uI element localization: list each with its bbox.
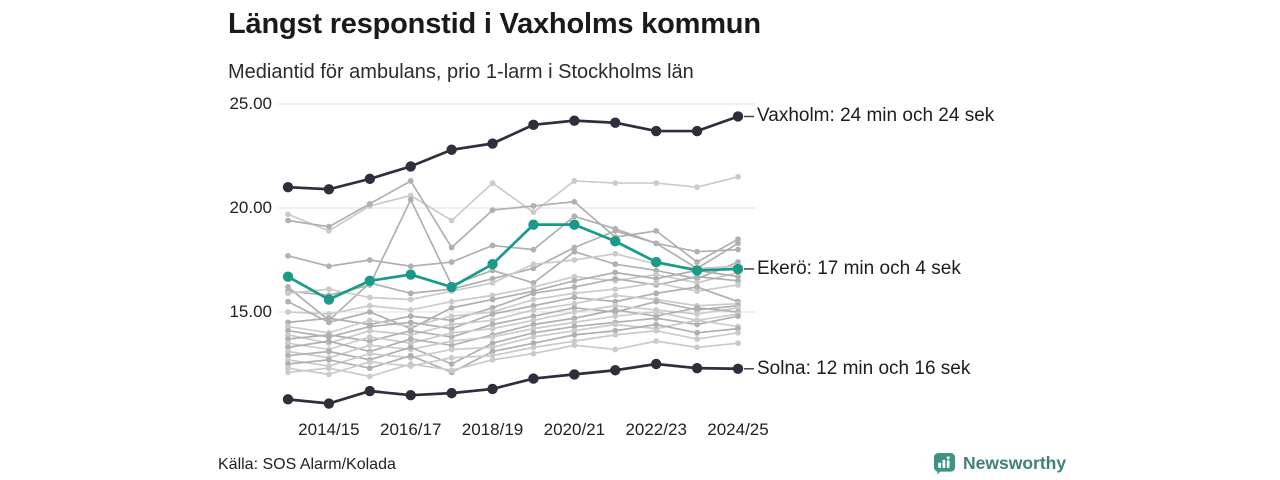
data-point <box>408 290 414 296</box>
chart-subtitle: Mediantid för ambulans, prio 1-larm i Stockholms län <box>228 61 694 83</box>
data-point <box>487 259 497 269</box>
data-point <box>446 388 456 398</box>
brand-name: Newsworthy <box>963 453 1067 473</box>
data-point <box>694 311 700 317</box>
data-point <box>490 326 496 332</box>
data-point <box>612 228 618 234</box>
data-point <box>694 305 700 311</box>
data-point <box>694 249 700 255</box>
data-point <box>326 338 332 344</box>
data-point <box>283 394 293 404</box>
newsworthy-logo-icon <box>933 452 956 475</box>
data-point <box>367 309 373 315</box>
data-point <box>406 390 416 400</box>
data-point <box>571 257 577 263</box>
data-point <box>365 174 375 184</box>
data-point <box>449 305 455 311</box>
data-point <box>571 309 577 315</box>
data-point <box>367 365 373 371</box>
data-point <box>653 322 659 328</box>
data-point <box>651 359 661 369</box>
data-point <box>326 224 332 230</box>
data-point <box>571 278 577 284</box>
data-point <box>449 299 455 305</box>
data-point <box>653 338 659 344</box>
data-point <box>531 203 537 209</box>
data-point <box>735 313 741 319</box>
data-point <box>449 245 455 251</box>
page-title: Längst responstid i Vaxholms kommun <box>228 8 761 40</box>
data-point <box>285 290 291 296</box>
data-point <box>612 292 618 298</box>
data-point <box>408 336 414 342</box>
data-point <box>367 328 373 334</box>
data-point <box>446 145 456 155</box>
data-point <box>528 219 538 229</box>
data-point <box>285 211 291 217</box>
data-point <box>531 297 537 303</box>
data-point <box>449 313 455 319</box>
data-point <box>653 228 659 234</box>
data-point <box>612 322 618 328</box>
y-axis-tick-label: 25.00 <box>229 94 272 113</box>
data-point <box>446 282 456 292</box>
data-point <box>735 340 741 346</box>
data-point <box>490 180 496 186</box>
highlight-series-line <box>288 116 738 189</box>
data-point <box>326 357 332 363</box>
data-point <box>326 332 332 338</box>
data-point <box>449 322 455 328</box>
data-point <box>569 369 579 379</box>
data-point <box>612 251 618 257</box>
data-point <box>367 351 373 357</box>
highlight-series-line <box>288 364 738 404</box>
data-point <box>610 236 620 246</box>
x-axis-tick-label: 2022/23 <box>625 420 687 439</box>
data-point <box>406 161 416 171</box>
data-point <box>367 359 373 365</box>
data-point <box>283 182 293 192</box>
data-point <box>612 276 618 282</box>
data-point <box>490 297 496 303</box>
data-point <box>408 197 414 203</box>
x-axis-tick-label: 2014/15 <box>298 420 360 439</box>
newsworthy-brand-link[interactable] <box>933 452 1066 475</box>
data-point <box>571 295 577 301</box>
data-point <box>653 328 659 334</box>
data-point <box>733 364 743 374</box>
data-point <box>612 313 618 319</box>
data-point <box>408 353 414 359</box>
data-point <box>694 259 700 265</box>
data-point <box>653 309 659 315</box>
data-point <box>694 330 700 336</box>
y-axis-tick-label: 20.00 <box>229 198 272 217</box>
data-point <box>367 374 373 380</box>
data-point <box>449 330 455 336</box>
data-point <box>692 126 702 136</box>
data-point <box>326 263 332 269</box>
data-point <box>694 284 700 290</box>
data-point <box>571 342 577 348</box>
data-point <box>324 294 334 304</box>
data-point <box>653 315 659 321</box>
data-point <box>490 243 496 249</box>
data-point <box>569 115 579 125</box>
data-point <box>694 336 700 342</box>
data-point <box>694 344 700 350</box>
data-point <box>408 263 414 269</box>
data-point <box>612 307 618 313</box>
data-point <box>324 184 334 194</box>
data-point <box>735 174 741 180</box>
source-note: Källa: SOS Alarm/Kolada <box>218 456 396 473</box>
data-point <box>735 240 741 246</box>
data-point <box>490 207 496 213</box>
data-point <box>610 118 620 128</box>
annotation-solna: Solna: 12 min och 16 sek <box>757 357 971 379</box>
data-point <box>449 361 455 367</box>
data-point <box>528 120 538 130</box>
data-point <box>283 271 293 281</box>
data-point <box>612 270 618 276</box>
data-point <box>449 367 455 373</box>
data-point <box>733 264 743 274</box>
data-point <box>285 218 291 224</box>
data-point <box>653 290 659 296</box>
data-point <box>326 286 332 292</box>
data-point <box>367 257 373 263</box>
data-point <box>367 334 373 340</box>
data-point <box>326 349 332 355</box>
data-point <box>490 334 496 340</box>
data-point <box>490 357 496 363</box>
data-point <box>285 309 291 315</box>
data-point <box>326 365 332 371</box>
data-point <box>487 138 497 148</box>
x-axis-tick-label: 2016/17 <box>379 420 442 439</box>
x-axis-tick-label: 2020/21 <box>543 420 606 439</box>
data-point <box>531 247 537 253</box>
data-point <box>408 320 414 326</box>
data-point <box>531 344 537 350</box>
data-point <box>285 299 291 305</box>
data-point <box>490 280 496 286</box>
background-series-line <box>288 181 738 262</box>
data-point <box>531 290 537 296</box>
data-point <box>408 313 414 319</box>
background-series-line <box>288 177 738 231</box>
data-point <box>408 178 414 184</box>
data-point <box>612 332 618 338</box>
data-point <box>365 276 375 286</box>
data-point <box>692 363 702 373</box>
data-point <box>367 295 373 301</box>
annotation-ekero: Ekerö: 17 min och 4 sek <box>757 257 961 279</box>
data-point <box>735 282 741 288</box>
x-axis-tick-label: 2024/25 <box>707 420 769 439</box>
data-point <box>610 365 620 375</box>
data-point <box>449 218 455 224</box>
data-point <box>531 209 537 215</box>
data-point <box>692 265 702 275</box>
data-point <box>571 213 577 219</box>
data-point <box>326 315 332 321</box>
data-point <box>694 317 700 323</box>
data-point <box>408 361 414 367</box>
data-point <box>365 386 375 396</box>
data-point <box>651 126 661 136</box>
data-point <box>449 347 455 353</box>
data-point <box>612 261 618 267</box>
data-point <box>612 180 618 186</box>
data-point <box>531 334 537 340</box>
data-point <box>735 247 741 253</box>
data-point <box>408 307 414 313</box>
data-point <box>733 111 743 121</box>
data-point <box>408 344 414 350</box>
data-point <box>653 280 659 286</box>
data-point <box>449 259 455 265</box>
x-axis-tick-label: 2018/19 <box>461 420 524 439</box>
data-point <box>571 332 577 338</box>
data-point <box>367 317 373 323</box>
data-point <box>528 373 538 383</box>
data-point <box>612 286 618 292</box>
data-point <box>490 311 496 317</box>
data-point <box>571 178 577 184</box>
data-point <box>653 299 659 305</box>
data-point <box>326 372 332 378</box>
data-point <box>571 284 577 290</box>
data-point <box>531 307 537 313</box>
data-point <box>367 303 373 309</box>
data-point <box>571 249 577 255</box>
y-axis-tick-label: 15.00 <box>229 302 272 321</box>
data-point <box>653 240 659 246</box>
data-point <box>285 253 291 259</box>
data-point <box>367 201 373 207</box>
data-point <box>324 398 334 408</box>
data-point <box>487 384 497 394</box>
annotation-vaxholm: Vaxholm: 24 min och 24 sek <box>757 105 995 127</box>
data-point <box>735 330 741 336</box>
data-point <box>653 180 659 186</box>
data-point <box>406 269 416 279</box>
data-point <box>694 184 700 190</box>
data-point <box>531 351 537 357</box>
data-point <box>408 297 414 303</box>
data-point <box>449 355 455 361</box>
data-point <box>285 369 291 375</box>
data-point <box>408 328 414 334</box>
background-series-line <box>288 277 738 325</box>
data-point <box>449 338 455 344</box>
data-point <box>612 347 618 353</box>
data-point <box>569 219 579 229</box>
background-series-line <box>288 295 738 343</box>
data-point <box>651 257 661 267</box>
data-point <box>367 342 373 348</box>
data-point <box>531 261 537 267</box>
background-series-line <box>288 272 738 314</box>
data-point <box>571 199 577 205</box>
